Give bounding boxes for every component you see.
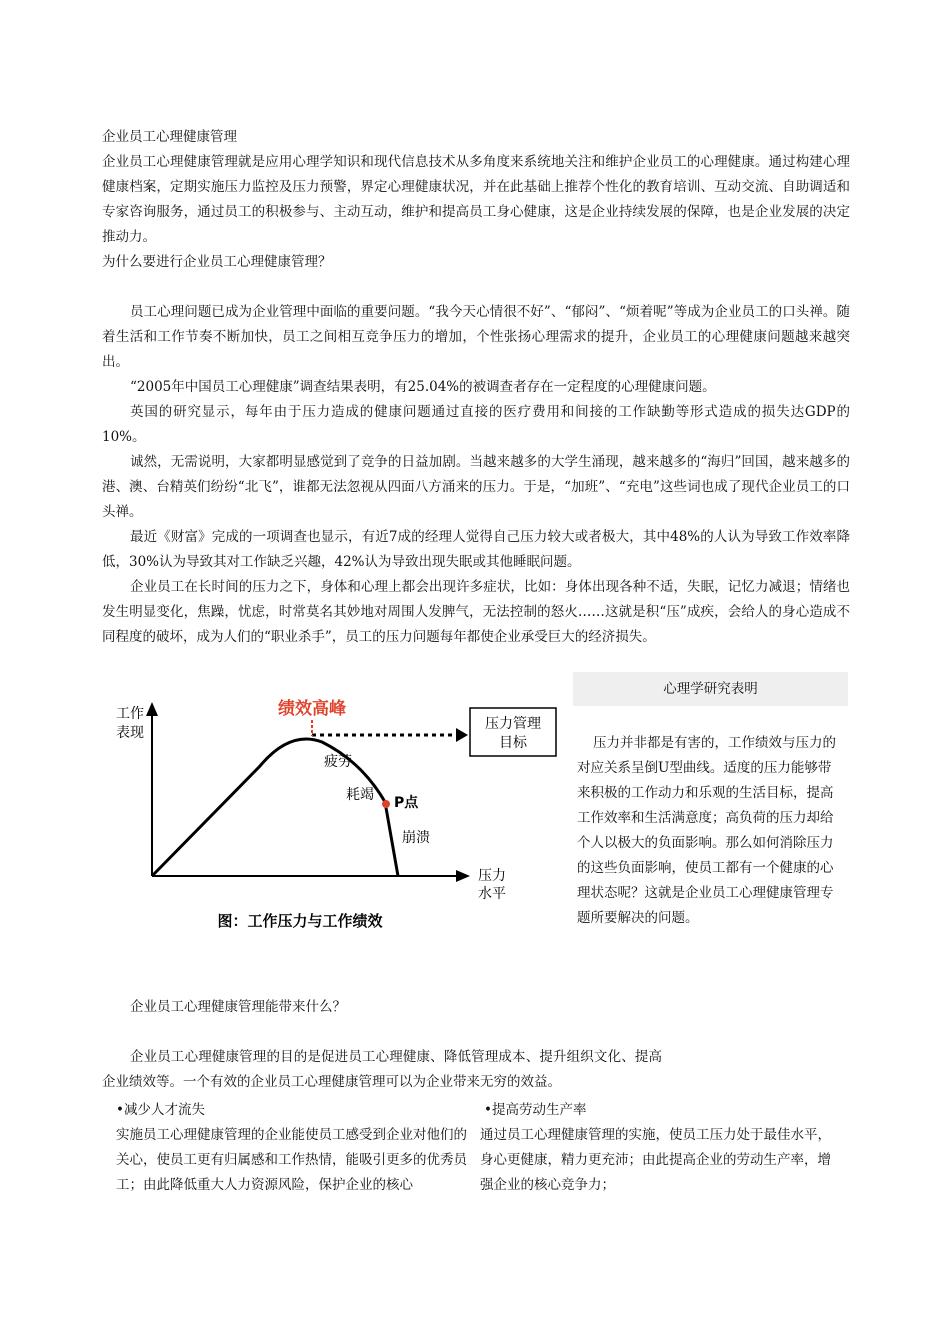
- why-heading: 为什么要进行企业员工心理健康管理？: [102, 254, 332, 270]
- target-label-2: 目标: [499, 735, 527, 751]
- paragraph-6: 企业员工在长时间的压力之下，身体和心理上都会出现许多症状，比如：身体出现各种不适，失眠，记忆力减退；情绪也发生明显变化，焦躁，忧虑，时常莫名其妙地对周围人发脾气，无法控制的怒火……这就是积“压”成疾，会给人的身心造成不同程度的破坏，成为人们的“职业杀手”，员工的压力问题每年都使企业承受巨大的经济损失。: [102, 579, 850, 645]
- stage-collapse: 崩溃: [402, 830, 430, 846]
- benefits-heading: 企业员工心理健康管理能带来什么？: [130, 999, 346, 1015]
- benefit-left-text: 实施员工心理健康管理的企业能使员工感受到企业对他们的关心，使员工更有归属感和工作热情，能吸引更多的优秀员工；由此降低重大人力资源风险，保护企业的核心: [116, 1127, 467, 1193]
- stage-fatigue: 疲劳: [324, 754, 352, 770]
- sidebar-heading: 心理学研究表明: [573, 672, 848, 706]
- stress-performance-chart: [100, 684, 560, 944]
- benefit-right-title: •提高劳动生产率: [484, 1102, 587, 1118]
- y-axis-arrow: [146, 702, 158, 716]
- x-axis-arrow: [456, 870, 470, 882]
- p-point: [382, 800, 390, 808]
- p-point-label: P点: [394, 795, 419, 811]
- sidebar-text: 压力并非都是有害的，工作绩效与压力的对应关系呈倒U型曲线。适度的压力能够带来积极的工作动力和乐观的生活目标，提高工作效率和生活满意度；高负荷的压力却给个人以极大的负面影响。那么如何消除压力的这些负面影响，使员工都有一个健康的心理状态呢？这就是企业员工心理健康管理专题所要解决的问题。: [577, 735, 836, 926]
- chart-title: 图：工作压力与工作绩效: [217, 912, 383, 930]
- intro-paragraph: 企业员工心理健康管理就是应用心理学知识和现代信息技术从多角度来系统地关注和维护企业员工的心理健康。通过构建心理健康档案，定期实施压力监控及压力预警，界定心理健康状况，并在此基础上推荐个性化的教育培训、互动交流、自助调适和专家咨询服务，通过员工的积极参与、主动互动，维护和提高员工身心健康，这是企业持续发展的保障，也是企业发展的决定推动力。: [102, 154, 850, 245]
- benefit-left-title: •减少人才流失: [116, 1102, 205, 1118]
- paragraph-2: “2005年中国员工心理健康”调查结果表明，有25.04%的被调查者存在一定程度的心理健康问题。: [130, 379, 716, 395]
- y-label-2: 表现: [116, 725, 144, 741]
- dotted-arrow-head: [456, 728, 468, 742]
- performance-curve: [152, 739, 398, 876]
- stage-exhaustion: 耗竭: [346, 787, 374, 803]
- paragraph-1: 员工心理问题已成为企业管理中面临的重要问题。“我今天心情很不好”、“郁闷”、“烦着呢”等成为企业员工的口头禅。随着生活和工作节奏不断加快，员工之间相互竞争压力的增加，个性张扬心理需求的提升，企业员工的心理健康问题越来越突出。: [102, 304, 850, 370]
- paragraph-5: 最近《财富》完成的一项调查也显示，有近7成的经理人觉得自己压力较大或者极大，其中48%的人认为导致工作效率降低，30%认为导致其对工作缺乏兴趣，42%认为导致出现失眠或其他睡眠问题。: [102, 529, 850, 570]
- benefits-intro: 企业员工心理健康管理的目的是促进员工心理健康、降低管理成本、提升组织文化、提高企业绩效等。一个有效的企业员工心理健康管理可以为企业带来无穷的效益。: [102, 1049, 662, 1090]
- doc-title: 企业员工心理健康管理: [102, 129, 237, 145]
- x-label-2: 水平: [478, 886, 506, 902]
- x-label-1: 压力: [478, 868, 506, 884]
- y-label-1: 工作: [116, 706, 144, 722]
- peak-label: 绩效高峰: [278, 699, 346, 719]
- benefit-right-text: 通过员工心理健康管理的实施，使员工压力处于最佳水平，身心更健康，精力更充沛；由此提高企业的劳动生产率，增强企业的核心竞争力；: [480, 1127, 831, 1193]
- target-label-1: 压力管理: [485, 716, 541, 732]
- paragraph-3: 英国的研究显示，每年由于压力造成的健康问题通过直接的医疗费用和间接的工作缺勤等形式造成的损失达GDP的10%。: [102, 404, 850, 445]
- paragraph-4: 诚然，无需说明，大家都明显感觉到了竞争的日益加剧。当越来越多的大学生涌现，越来越多的“海归”回国，越来越多的港、澳、台精英们纷纷“北飞”，谁都无法忽视从四面八方涌来的压力。于是，“加班”、“充电”这些词也成了现代企业员工的口头禅。: [102, 454, 850, 520]
